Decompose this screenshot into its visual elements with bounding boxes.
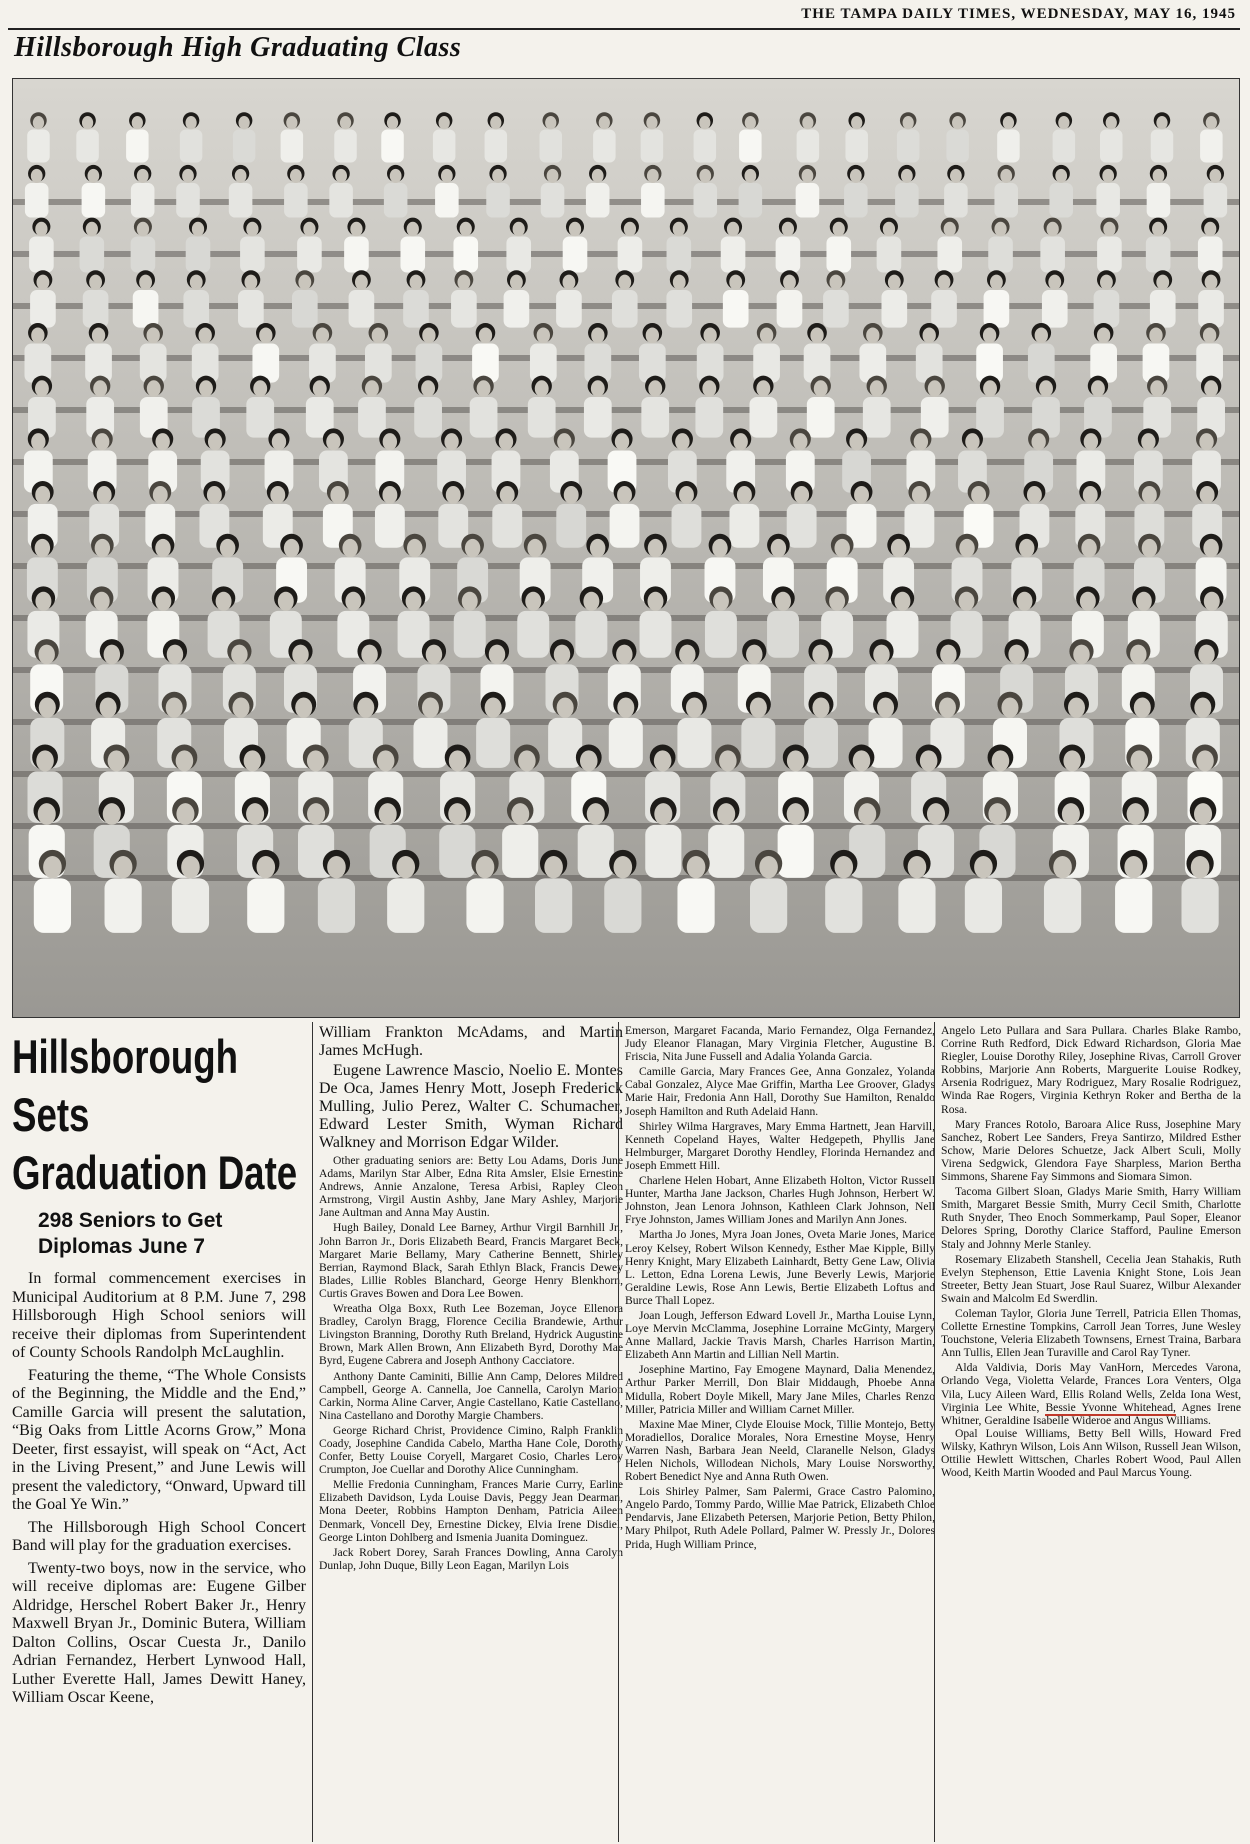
graduate-figure xyxy=(358,376,386,438)
graduate-figure xyxy=(556,481,586,548)
graduate-figure xyxy=(584,323,611,383)
graduate-figure xyxy=(1150,270,1176,327)
subheadline xyxy=(38,1208,308,1260)
graduate-figure xyxy=(787,481,817,548)
column-3 xyxy=(618,1022,939,1842)
graduate-figure xyxy=(126,112,148,162)
graduate-figure xyxy=(695,376,723,438)
graduate-figure xyxy=(1044,850,1081,933)
graduate-figure xyxy=(556,270,582,327)
highlighted-name: Bessie Yvonne Whitehead, xyxy=(1045,1400,1176,1414)
graduate-figure xyxy=(1084,376,1112,438)
graduate-figure xyxy=(28,376,56,438)
graduate-figure xyxy=(400,218,425,273)
names-text: Alda Valdivia, Doris May VanHorn, Mercedes Varona, Orlando Vega, Violetta Velarde, Frances Lora Venters, Olga Vila, Lucy Aileen Ward, Ellis Roland Wells, Zelda Iona West, Virginia Lee White, xyxy=(941,1361,1241,1414)
graduate-figure xyxy=(921,376,949,438)
names-paragraph: Hugh Bailey, Donald Lee Barney, Arthur Virgil Barnhill Jr., John Barron Jr., Doris Elizabeth Beard, Francis Margaret Beck, Margaret Marie Bellamy, Mary Catherine Bennett, Shirley Berrian, Raymond Black, Sarah Ethlyn Black, Francis Dewey Blades, Lillie Robles Blanchard, George Henry Blenkhorn, Curtis Graves Bowen and Dora Lee Bowen. xyxy=(319,1221,623,1300)
names-paragraph: Anthony Dante Caminiti, Billie Ann Camp, Delores Mildred Campbell, George A. Cannella, Joe Cannella, Carolyn Marion Carkin, Norma Aline Carver, Angie Castellano, Katie Castellano, Nina Castellano and Dorothy Margie Chambers. xyxy=(319,1369,623,1422)
graduate-figure xyxy=(1196,323,1223,383)
graduate-figure xyxy=(750,850,787,933)
names-paragraph: Angelo Leto Pullara and Sara Pullara. Charles Blake Rambo, Corrine Ruth Redford, Dick Edward Richardson, Gloria Mae Riegler, Louise Dorothy Riley, Josephine Rivas, Carroll Grover Robbins, Marjorie Ann Roberts, Marguerite Louise Rodkey, Arsenia Rodriguez, Mary Rodriguez, Mary Rosalie Rodriguez, Winda Rae Rogers, Virginia Kethryn Roker and Bertha de la Rosa. xyxy=(941,1024,1241,1116)
masthead xyxy=(8,2,1240,30)
graduate-figure xyxy=(1032,376,1060,438)
graduate-figure xyxy=(667,218,692,273)
graduate-figure xyxy=(25,323,52,383)
graduate-figure xyxy=(1097,218,1122,273)
names-paragraph: Mary Frances Rotolo, Baroara Alice Russ, Josephine Mary Sanchez, Robert Lee Sanders, Freya Santirzo, Mildred Esther Schow, Marie Delores Schuetze, Jack Albert Sculi, Molly Virena Sedgwick, Glendora Faye Sharpless, Marion Bertha Simmons, Sharene Fay Simmons and Siomara Simon. xyxy=(941,1117,1241,1184)
graduate-figure xyxy=(413,692,447,768)
graduate-figure xyxy=(180,112,203,162)
graduate-figure xyxy=(472,323,499,383)
graduate-figure xyxy=(897,112,920,162)
graduate-figure xyxy=(826,218,851,273)
graduate-figure xyxy=(453,218,478,273)
graduate-figure xyxy=(844,165,868,218)
graduate-figure xyxy=(898,850,935,933)
graduate-figure xyxy=(976,323,1003,383)
graduate-figure xyxy=(776,218,801,273)
graduate-figure xyxy=(778,797,814,878)
graduate-figure xyxy=(517,586,549,657)
graduate-figure xyxy=(877,218,902,273)
names-paragraph: Coleman Taylor, Gloria June Terrell, Patricia Ellen Thomas, Collette Ernestine Tompkins, Carroll Jean Torres, June Wesley Touchstone, Veleria Elizabeth Townsens, Ernest Traina, Barbara Ann Tullis, Ellen Jean Turaville and Carol Ray Tyner. xyxy=(941,1306,1241,1360)
subhead-line-1: 298 Seniors to Get xyxy=(38,1209,223,1232)
graduate-figure xyxy=(381,112,404,162)
graduate-figure xyxy=(133,270,159,327)
names-paragraph: Opal Louise Williams, Betty Bell Wills, Howard Fred Wilsky, Kathryn Wilson, Lois Ann Wilson, Russell Jean Wilson, Ottilie Hewlett Wittschen, Charles Robert Wood, Paul Allen Wood, Keith Martin Wooded and Paul Marcus Young. xyxy=(941,1426,1241,1480)
graduate-figure xyxy=(172,850,209,933)
graduate-figure xyxy=(30,270,56,327)
graduate-figure xyxy=(741,692,775,768)
graduate-figure xyxy=(365,323,392,383)
graduate-figure xyxy=(451,270,477,327)
graduate-figure xyxy=(721,218,746,273)
column-4 xyxy=(934,1022,1245,1842)
headline-line-2: Graduation Date xyxy=(12,1146,298,1199)
names-text: Agnes Irene Whitner, Geraldine Isabelle Wideroe and Angus Williams. xyxy=(941,1400,1241,1427)
column-lead-paragraph: Eugene Lawrence Mascio, Noelio E. Montes De Oca, James Henry Mott, Joseph Frederick Mulling, Julio Perez, Walter C. Schumacher, Edward Lester Smith, Wyman Richard Walkney and Morrison Edgar Wilder. xyxy=(319,1062,623,1151)
graduate-figure xyxy=(183,270,209,327)
graduate-figure xyxy=(541,165,565,218)
graduate-figure xyxy=(859,323,886,383)
graduate-figure xyxy=(797,112,820,162)
graduate-figure xyxy=(329,165,353,218)
graduate-figure xyxy=(807,376,835,438)
graduate-figure xyxy=(416,323,443,383)
column-2 xyxy=(312,1022,627,1842)
graduate-figure xyxy=(666,270,692,327)
graduate-figure xyxy=(238,270,264,327)
graduate-figure xyxy=(82,165,106,218)
graduate-figure xyxy=(1143,376,1171,438)
class-photo xyxy=(12,78,1240,1018)
graduate-figure xyxy=(29,218,54,273)
graduate-figure xyxy=(530,323,557,383)
graduate-figure xyxy=(344,218,369,273)
names-paragraph: Shirley Wilma Hargraves, Mary Emma Hartnett, Jean Harvill, Kenneth Copeland Hayes, Walter Hedgepeth, Phyllis Jane Helmburger, Margaret Dorothy Hendley, Florinda Hernandez and Joseph Emmett Hill. xyxy=(625,1119,935,1172)
graduate-figure xyxy=(485,112,508,162)
graduate-figure xyxy=(916,323,943,383)
graduate-figure xyxy=(823,270,849,327)
graduate-figure xyxy=(1096,165,1120,218)
graduate-figure xyxy=(246,376,274,438)
graduate-figure xyxy=(140,323,167,383)
graduate-figure xyxy=(1053,112,1076,162)
graduate-figure xyxy=(131,218,156,273)
graduate-figure xyxy=(349,270,375,327)
graduate-figure xyxy=(618,218,643,273)
graduate-figure xyxy=(641,112,664,162)
graduate-figure xyxy=(176,165,200,218)
names-paragraph: George Richard Christ, Providence Cimino, Ralph Franklin Coady, Josephine Candida Cabelo, Martha Hane Cole, Dorothy Confer, Betty Louise Coryell, Margaret Cosio, Charles Leroy Crumpton, Joe Cuellar and Dorothy Alice Cunningham. xyxy=(319,1423,623,1477)
graduate-figure xyxy=(988,218,1013,273)
names-paragraph: Tacoma Gilbert Sloan, Gladys Marie Smith, Harry William Smith, Margaret Bessie Smith, Murry Cecil Smith, Charlotte Ruth Snyder, Theo Enoch Sommerkamp, Paul Soper, Eleanor Delores Spring, Dorothy Clarice Stafford, Pauline Emerson Staly and Johnny Merle Stanley. xyxy=(941,1185,1241,1251)
graduate-figure xyxy=(1049,165,1073,218)
graduate-figure xyxy=(1090,323,1117,383)
graduate-figure xyxy=(528,376,556,438)
article-body xyxy=(12,1270,306,1708)
names-paragraph: Charlene Helen Hobart, Anne Elizabeth Holton, Victor Russell Hunter, Martha Jane Jackson, Charles Hugh Johnson, Herbert W. Johnston, Jean Lenora Johnson, Kathleen Clark Johnson, Nell Frye Johnston, James William Jones and Marilyn Ann Jones. xyxy=(625,1174,935,1227)
graduate-figure xyxy=(318,850,355,933)
graduate-figure xyxy=(1042,270,1068,327)
names-paragraph: Other graduating seniors are: Betty Lou Adams, Doris June Adams, Marilyn Star Alber, Edna Rita Amsler, Elsie Ernestine Andrews, Annie Anzalone, Teresa Arbisi, Rapley Cleon Armstrong, Virgil Austin Ashby, Jane Mary Ashley, Marjorie Jane Aultman and Anna May Austin. xyxy=(319,1154,623,1220)
graduate-figure xyxy=(387,850,424,933)
article xyxy=(8,1022,308,1840)
headline-line-1: Hillsborough Sets xyxy=(12,1030,239,1141)
graduate-figure xyxy=(976,376,1004,438)
graduate-figure xyxy=(297,218,322,273)
graduate-figure xyxy=(539,112,562,162)
graduate-figure xyxy=(563,218,588,273)
names-paragraph: Joan Lough, Jefferson Edward Lovell Jr., Martha Louise Lynn, Loye Mervin McClamma, Josephine Lorraine McGinty, Margery Anne Mallard, Jackie Travis Marsh, Charles Harrison Martin, Elizabeth Ann Martin and Lillian Nell Martin. xyxy=(625,1308,935,1362)
graduate-figure xyxy=(641,165,665,218)
graduate-figure xyxy=(645,797,681,878)
names-paragraph: Rosemary Elizabeth Stanshell, Cecelia Jean Stahakis, Ruth Evelyn Stephenson, Ettie Lavenia Knight Stone, Lois Jean Streeter, Betty Jean Stuart, Jose Raul Suarez, Wilbur Alexander Swain and Malcolm Ed Swerdlin. xyxy=(941,1252,1241,1305)
graduate-figure xyxy=(931,270,957,327)
graduate-figure xyxy=(1204,165,1228,218)
graduate-figure xyxy=(292,270,318,327)
graduate-figure xyxy=(466,850,503,933)
graduate-figure xyxy=(847,481,877,548)
graduate-figure xyxy=(609,692,643,768)
graduate-figure xyxy=(677,850,714,933)
graduate-figure xyxy=(34,850,71,933)
graduate-figure xyxy=(796,165,820,218)
graduate-figure xyxy=(693,165,717,218)
graduate-figure xyxy=(229,165,253,218)
graduate-figure xyxy=(86,376,114,438)
graduate-figure xyxy=(825,850,862,933)
graduate-figure xyxy=(677,692,711,768)
graduate-figure xyxy=(403,270,429,327)
graduate-figure xyxy=(640,586,672,657)
class-photo-image xyxy=(13,79,1239,1017)
graduate-figure xyxy=(233,112,256,162)
graduate-figure xyxy=(767,586,799,657)
graduate-figure xyxy=(584,376,612,438)
graduate-figure xyxy=(694,112,717,162)
masthead-paper-date: THE TAMPA DAILY TIMES, WEDNESDAY, MAY 16, 1945 xyxy=(801,6,1236,22)
subhead-line-2: Diplomas June 7 xyxy=(38,1235,205,1258)
graduate-figure xyxy=(895,165,919,218)
graduate-figure xyxy=(85,323,112,383)
names-paragraph: Camille Garcia, Mary Frances Gee, Anna Gonzalez, Yolanda Cabal Gonzalez, Alyce Mae Griffin, Martha Lee Groover, Gladys Marie Hair, Fredonia Ann Hall, Dorothy Sue Hamilton, Renaldo Joseph Hamilton and Ruth Adelaid Hann. xyxy=(625,1065,935,1118)
graduate-figure xyxy=(83,270,109,327)
graduate-figure xyxy=(604,850,641,933)
graduate-figure xyxy=(984,270,1010,327)
graduate-figure xyxy=(1200,112,1223,162)
graduate-figure xyxy=(247,850,284,933)
graduate-figure xyxy=(25,165,49,218)
graduate-figure xyxy=(105,850,142,933)
graduate-figure xyxy=(1100,112,1123,162)
graduate-figure xyxy=(723,270,749,327)
graduate-figure xyxy=(1147,165,1171,218)
article-paragraph: Featuring the theme, “The Whole Consists of the Beginning, the Middle and the End,” Camille Garcia will present the salutation, “Big Oaks from Little Acorns Grow,” Mona Deeter, first essayist, will speak on “Act, Act in the Living Present,” and June Lewis will present the valedictory, “Onward, Upward till the Goal Ye Win.” xyxy=(12,1366,306,1513)
graduate-figure xyxy=(946,112,969,162)
graduate-figure xyxy=(454,586,486,657)
names-paragraph: Martha Jo Jones, Myra Joan Jones, Oveta Marie Jones, Marice Leroy Kelsey, Robert Wilson Kennedy, Esther Mae Kipple, Billy Henry Knight, Mary Elizabeth Lainhardt, Betty Gene Law, Olivia L. Letton, Edna Lorena Lewis, June Beverly Lewis, Marjorie Geraldine Lewis, Rose Ann Lewis, Bertie Elizabeth Loftus and Burce Thall Lopez. xyxy=(625,1228,935,1307)
graduate-figure xyxy=(486,165,510,218)
names-paragraph: Maxine Mae Miner, Clyde Elouise Mock, Tillie Montejo, Betty Moradiellos, Doralice Morales, Nora Ernestine Moyse, Henry Warren Nash, Barbara Jean Neeld, Claranelle Nelson, Gladys Helen Nichols, Willodean Nichols, Mary Louise Norsworthy, Robert Benedict Nye and Anna Ruth Owen. xyxy=(625,1417,935,1484)
graduate-figure xyxy=(76,112,99,162)
graduate-figure xyxy=(575,586,607,657)
names-paragraph: Lois Shirley Palmer, Sam Palermi, Grace Castro Palomino, Angelo Pardo, Tommy Pardo, Willie Mae Patrick, Elizabeth Chloe Pendarvis, Jane Elizabeth Petersen, Marjorie Petion, Betty Philon, Mary Philpot, Ruth Adele Pollard, Palmer W. Pressly Jr., Dolores Prida, Hugh William Prince, xyxy=(625,1485,935,1551)
graduate-figure xyxy=(777,270,803,327)
graduate-figure xyxy=(749,376,777,438)
graduate-figure xyxy=(284,165,308,218)
graduate-figure xyxy=(384,165,408,218)
graduate-figure xyxy=(1197,376,1225,438)
graduate-figure xyxy=(997,112,1020,162)
graduate-figure xyxy=(708,797,744,878)
graduate-figure xyxy=(1181,850,1218,933)
graduate-figure xyxy=(504,270,530,327)
graduate-figure xyxy=(904,481,934,548)
graduate-figure xyxy=(1040,218,1065,273)
graduate-figure xyxy=(739,112,762,162)
graduate-figure xyxy=(80,218,105,273)
graduate-figure xyxy=(438,481,468,548)
graduate-figure xyxy=(140,376,168,438)
graduate-figure xyxy=(535,850,572,933)
graduate-figure xyxy=(578,797,614,878)
article-paragraph: Twenty-two boys, now in the service, who will receive diplomas are: Eugene Gilber Aldridge, Herschel Robert Baker Jr., Henry Maxwell Bryan Jr., Dominic Butera, William Dalton Collins, Oscar Cuesta Jr., Danilo Adrian Fernandez, Herbert Lynwood Hall, Luther Everette Hall, James Dewitt Haney, William Oscar Keene, xyxy=(12,1559,306,1706)
graduate-figure xyxy=(435,165,459,218)
headline xyxy=(12,1028,308,1202)
graduate-figure xyxy=(414,376,442,438)
graduate-figure xyxy=(252,323,279,383)
graduate-figure xyxy=(309,323,336,383)
names-paragraph: Wreatha Olga Boxx, Ruth Lee Bozeman, Joyce Ellenora Bradley, Carolyn Bragg, Florence Cecilia Brandewie, Arthur Livingston Branning, Dorothy Ruth Breland, Hydrick Augustine Brown, Mark Allen Brown, Ann Elizabeth Byrd, Dorothy Mae Byrd, Eugene Cabrera and Joseph Anthony Cacciatore. xyxy=(319,1302,623,1368)
graduate-figure xyxy=(334,112,357,162)
graduate-figure xyxy=(1094,270,1120,327)
graduate-figure xyxy=(131,165,155,218)
graduate-figure xyxy=(281,112,304,162)
graduate-figure xyxy=(240,218,265,273)
graduate-figure xyxy=(697,323,724,383)
graduate-figure xyxy=(1115,850,1152,933)
names-paragraph: Mellie Fredonia Cunningham, Frances Marie Curry, Earline Elizabeth Davidson, Lyda Louise Davis, Peggy Jean Dearman, Mona Deeter, Robbins Hampton Denham, Patricia Aileen Denmark, Voncell Dey, Ernestine Dickey, Elvia Irene Disdiel, George Linton Dohlberg and Ismenia Juanita Dominguez. xyxy=(319,1478,623,1544)
graduate-figure xyxy=(729,481,759,548)
graduate-figure xyxy=(845,112,868,162)
graduate-figure xyxy=(1143,323,1170,383)
graduate-figure xyxy=(610,481,640,548)
graduate-figure xyxy=(1146,218,1171,273)
graduate-figure xyxy=(672,481,702,548)
names-paragraph: Emerson, Margaret Facanda, Mario Fernandez, Olga Fernandez, Judy Eleanor Flanagan, Mary Virginia Fletcher, Augustine B. Friscia, Nita June Fussell and Adalia Yolanda Garcia. xyxy=(625,1024,935,1064)
names-paragraph: Josephine Martino, Fay Emogene Maynard, Dalia Menendez, Arthur Parker Merrill, Don Blair Middaugh, Phoebe Anna Midulla, Robert Doyle Mikell, Mary Jane Miles, Charles Renzo Miller, Patricia Miller and William Carnet Miller. xyxy=(625,1363,935,1416)
article-paragraph: The Hillsborough High School Concert Band will play for the graduation exercises. xyxy=(12,1518,306,1554)
graduate-figure xyxy=(433,112,456,162)
graduate-figure xyxy=(502,797,538,878)
graduate-figure xyxy=(641,376,669,438)
graduate-figure xyxy=(1198,270,1224,327)
column-lead-paragraph: William Frankton McAdams, and Martin James McHugh. xyxy=(319,1024,623,1059)
graduate-figure xyxy=(863,376,891,438)
bleacher-row xyxy=(13,615,1239,621)
graduate-figure xyxy=(937,218,962,273)
graduate-figure xyxy=(593,112,616,162)
graduate-figure xyxy=(612,270,638,327)
graduate-figure xyxy=(1198,218,1223,273)
graduate-figure xyxy=(439,797,475,878)
graduate-figure xyxy=(192,376,220,438)
graduate-figure xyxy=(753,323,780,383)
graduate-figure xyxy=(804,692,838,768)
names-paragraph xyxy=(941,1361,1241,1426)
graduate-figure xyxy=(739,165,763,218)
graduate-figure xyxy=(639,323,666,383)
graduate-figure xyxy=(192,323,219,383)
graduate-figure xyxy=(506,218,531,273)
graduate-figure xyxy=(375,481,405,548)
graduate-figure xyxy=(994,165,1018,218)
article-paragraph: In formal commencement exercises in Municipal Auditorium at 8 P.M. June 7, 298 Hillsborough High School seniors will receive their diplomas from Superintendent of County Schools Randolph McLaughlin. xyxy=(12,1270,306,1361)
graduate-figure xyxy=(586,165,610,218)
graduate-figure xyxy=(306,376,334,438)
graduate-figure xyxy=(804,323,831,383)
graduate-figure xyxy=(944,165,968,218)
graduate-figure xyxy=(881,270,907,327)
names-paragraph: Jack Robert Dorey, Sarah Frances Dowling, Anna Carolyn Dunlap, John Duque, Billy Leon Eagan, Marilyn Lois xyxy=(319,1545,623,1572)
graduate-figure xyxy=(705,586,737,657)
graduate-figure xyxy=(1151,112,1174,162)
graduate-figure xyxy=(186,218,211,273)
graduate-figure xyxy=(1028,323,1055,383)
photo-section-title: Hillsborough High Graduating Class xyxy=(14,32,462,63)
graduate-figure xyxy=(476,692,510,768)
bleacher-row xyxy=(13,563,1239,569)
graduate-figure xyxy=(965,850,1002,933)
graduate-figure xyxy=(27,112,50,162)
graduate-figure xyxy=(492,481,522,548)
graduate-figure xyxy=(470,376,498,438)
